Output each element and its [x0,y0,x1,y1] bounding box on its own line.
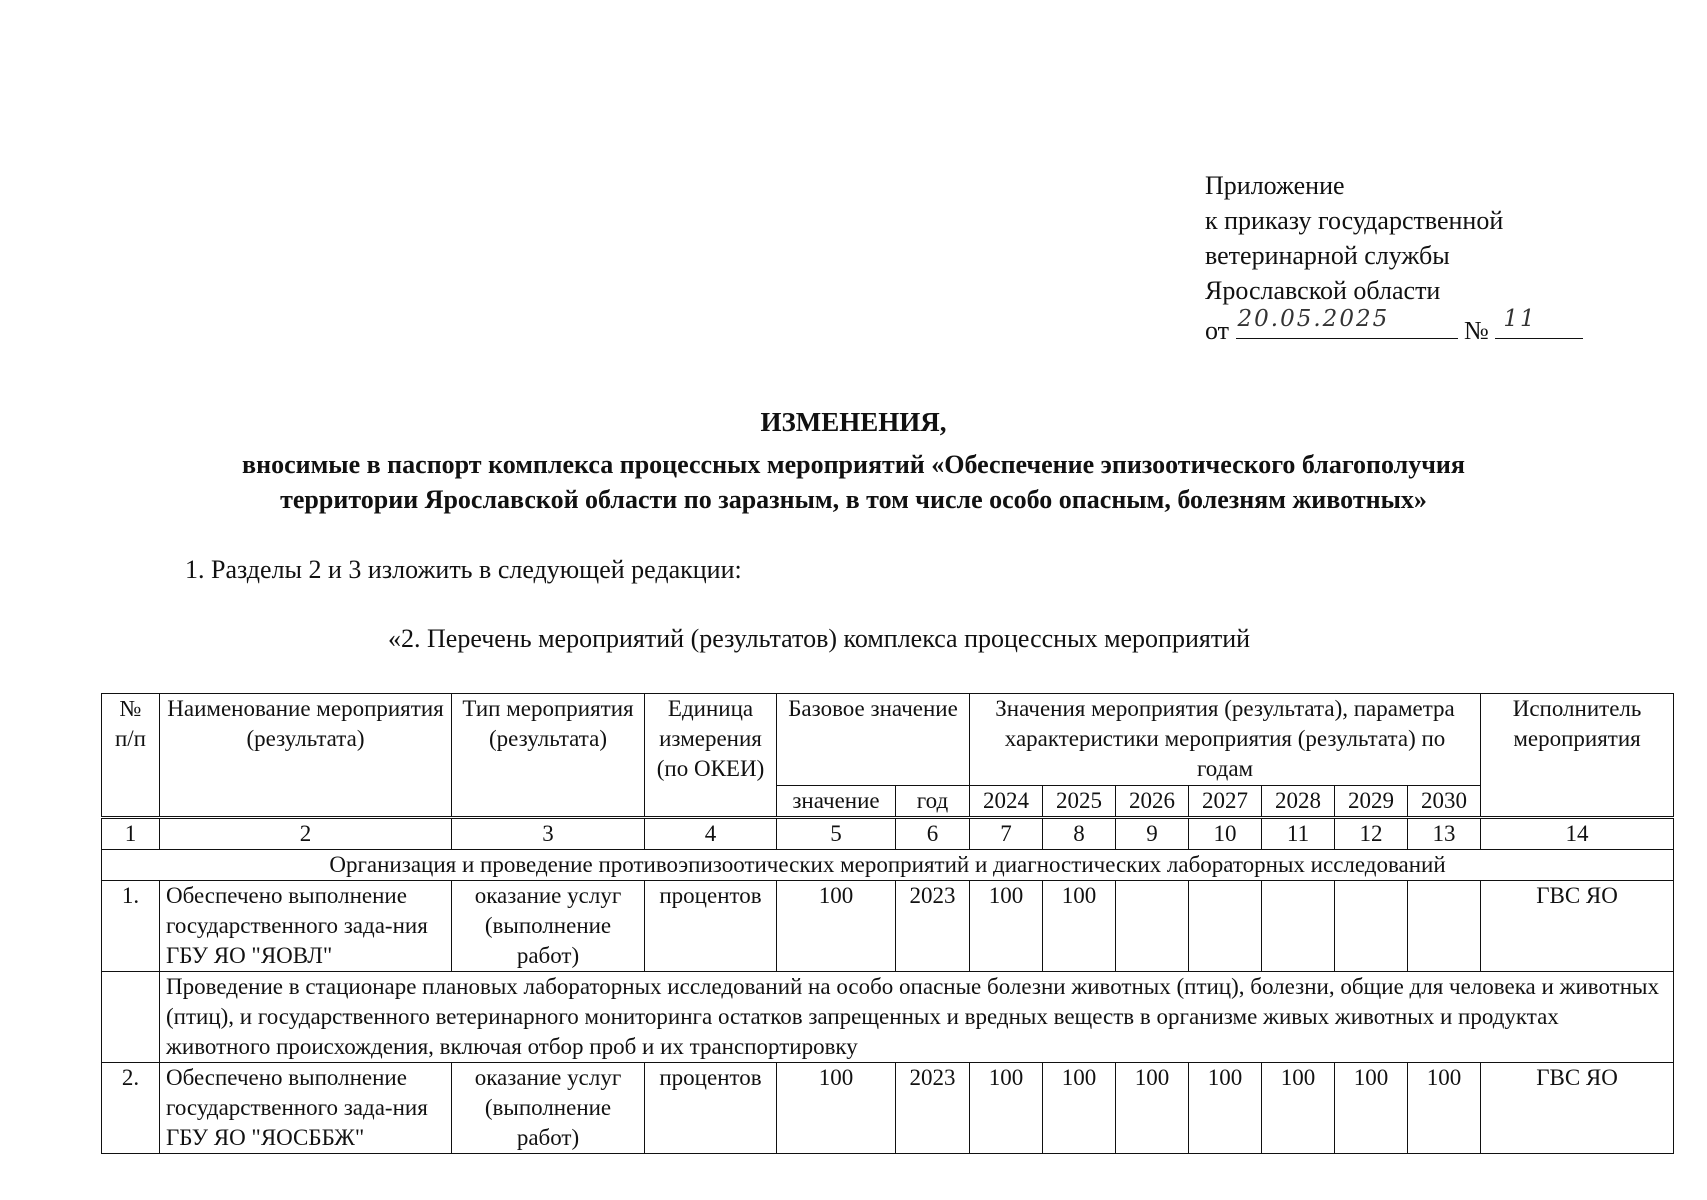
document-title: ИЗМЕНЕНИЯ, [760,407,947,437]
row-value-2024: 100 [970,881,1043,972]
row-base-year: 2023 [896,881,970,972]
column-number: 11 [1262,818,1335,850]
handwritten-date: 20.05.2025 [1237,306,1390,332]
appendix-block [1205,168,1583,348]
column-number: 13 [1408,818,1481,850]
row-type: оказание услуг (выполнение работ) [452,1063,645,1154]
header-year: 2029 [1335,786,1408,818]
column-number: 5 [777,818,896,850]
header-num: № п/п [102,694,160,818]
appendix-line-4: Ярославской области [1205,276,1441,305]
row-value-2028: 100 [1262,1063,1335,1154]
column-number: 3 [452,818,645,850]
header-type: Тип мероприятия (результата) [452,694,645,818]
handwritten-number: 11 [1503,306,1537,332]
description-row [102,972,1674,1063]
row-unit: процентов [645,881,777,972]
row-base-value: 100 [777,881,896,972]
column-number: 6 [896,818,970,850]
row-unit: процентов [645,1063,777,1154]
column-number: 1 [102,818,160,850]
header-year: 2027 [1189,786,1262,818]
row-value-2030 [1408,881,1481,972]
number-field [1495,308,1583,339]
appendix-line-3: ветеринарной службы [1205,241,1450,270]
row-value-2025: 100 [1043,881,1116,972]
header-row-1 [102,694,1674,786]
row-base-value: 100 [777,1063,896,1154]
column-number: 14 [1481,818,1674,850]
activities-table [101,693,1674,1154]
section-title: «2. Перечень мероприятий (результатов) комплекса процессных мероприятий [388,624,1251,653]
description-spacer [102,972,160,1063]
document-subtitle [0,447,1707,517]
subtitle-line-2: территории Ярославской области по заразным, в том числе особо опасным, болезням животных» [280,485,1427,514]
row-type: оказание услуг (выполнение работ) [452,881,645,972]
header-values: Значения мероприятия (результата), параметра характеристики мероприятия (результата) по годам [970,694,1481,786]
number-sign: № [1464,316,1489,345]
row-executor: ГВС ЯО [1481,1063,1674,1154]
column-number: 2 [160,818,452,850]
header-year: 2028 [1262,786,1335,818]
date-field [1236,308,1458,339]
row-value-2025: 100 [1043,1063,1116,1154]
column-number: 12 [1335,818,1408,850]
column-number: 8 [1043,818,1116,850]
row-value-2029 [1335,881,1408,972]
header-year: 2030 [1408,786,1481,818]
row-name: Обеспечено выполнение государственного зада-ния ГБУ ЯО "ЯОСББЖ" [160,1063,452,1154]
row-executor: ГВС ЯО [1481,881,1674,972]
appendix-date-line [1205,308,1583,348]
row-base-year: 2023 [896,1063,970,1154]
row-value-2026: 100 [1116,1063,1189,1154]
row-value-2027: 100 [1189,1063,1262,1154]
header-unit: Единица измерения (по ОКЕИ) [645,694,777,818]
row-description: Проведение в стационаре плановых лабораторных исследований на особо опасные болезни животных (птиц), болезни, общие для человека и животных (птиц), и государственного ветеринарного мониторинга остатков запрещенных и вредных веществ в организме живых животных и продуктах животного происхождения, включая отбор проб и их транспортировку [160,972,1674,1063]
header-year: 2024 [970,786,1043,818]
date-prefix: от [1205,316,1230,345]
subtitle-line-1: вносимые в паспорт комплекса процессных мероприятий «Обеспечение эпизоотического благополучия [242,450,1465,479]
column-number: 7 [970,818,1043,850]
row-num: 1. [102,881,160,972]
row-value-2024: 100 [970,1063,1043,1154]
column-number: 4 [645,818,777,850]
group-title: Организация и проведение противоэпизоотических мероприятий и диагностических лабораторных исследований [102,850,1674,881]
column-number: 9 [1116,818,1189,850]
header-base-value: значение [777,786,896,818]
header-year: 2026 [1116,786,1189,818]
table-row [102,881,1674,972]
appendix-line-1: Приложение [1205,171,1345,200]
row-value-2029: 100 [1335,1063,1408,1154]
group-row [102,850,1674,881]
row-value-2026 [1116,881,1189,972]
column-number-row [102,818,1674,850]
row-value-2027 [1189,881,1262,972]
row-value-2028 [1262,881,1335,972]
paragraph-1: 1. Разделы 2 и 3 изложить в следующей редакции: [185,555,742,584]
header-base: Базовое значение [777,694,970,786]
column-number: 10 [1189,818,1262,850]
appendix-line-2: к приказу государственной [1205,206,1504,235]
header-name: Наименование мероприятия (результата) [160,694,452,818]
row-value-2030: 100 [1408,1063,1481,1154]
row-name: Обеспечено выполнение государственного зада-ния ГБУ ЯО "ЯОВЛ" [160,881,452,972]
table-row [102,1063,1674,1154]
header-executor: Исполнитель мероприятия [1481,694,1674,818]
header-base-year: год [896,786,970,818]
row-num: 2. [102,1063,160,1154]
header-year: 2025 [1043,786,1116,818]
